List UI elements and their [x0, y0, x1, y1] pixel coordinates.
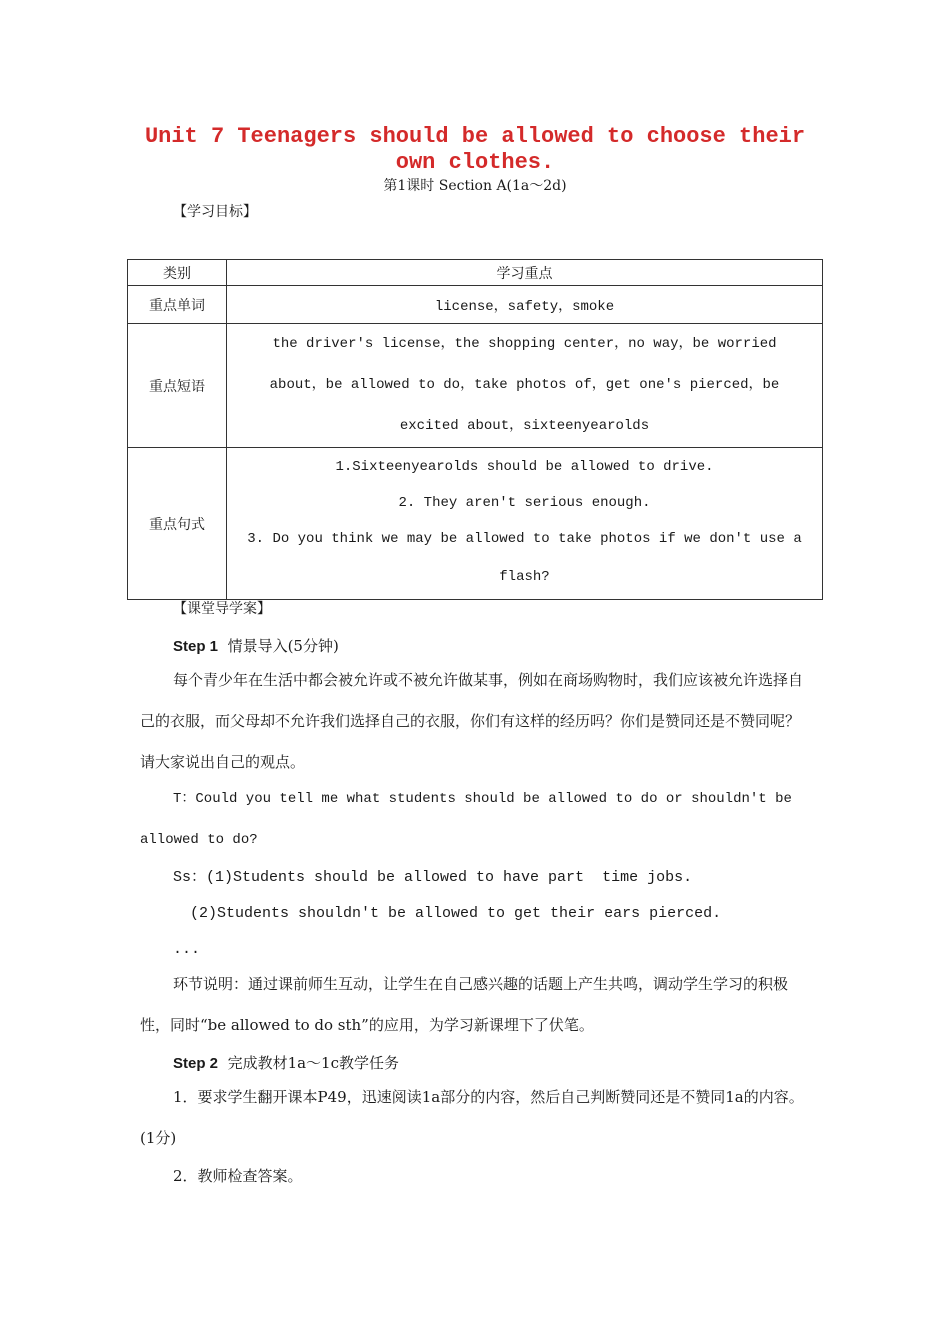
goals-table: [127, 259, 823, 600]
step2-heading: [173, 1054, 399, 1073]
content-line: 1.Sixteenyearolds should be allowed to drive.: [335, 459, 714, 475]
content-line: excited about，sixteenyearolds: [399, 418, 650, 434]
teacher-question: T：Could you tell me what students should be allowed to do or shouldn't be allowed to do?: [140, 791, 792, 848]
content-line: the driver's license，the shopping center，no way，be worried: [272, 336, 777, 352]
step2-item-2: 2．教师检查答案。: [173, 1167, 303, 1185]
content-line: flash?: [499, 569, 550, 585]
step1-heading: [173, 637, 339, 656]
student-answer-1: Ss：(1)Students should be allowed to have part time jobs.: [173, 869, 693, 886]
table-header-row: [128, 260, 823, 286]
col-header-category: 类别: [128, 260, 227, 286]
step1-note: 环节说明：通过课前师生互动，让学生在自己感兴趣的话题上产生共鸣，调动学生学习的积极性，同时“be allowed to do sth”的应用，为学习新课埋下了伏笔。: [140, 975, 789, 1034]
table-row: [128, 324, 823, 448]
goals-heading: 【学习目标】: [173, 204, 257, 220]
step1-title: 情景导入(5分钟): [227, 637, 339, 655]
content-line: 3. Do you think we may be allowed to take photos if we don't use a: [247, 531, 802, 547]
lesson-subtitle: 第1课时 Section A(1a～2d): [383, 178, 567, 194]
row-content: [227, 448, 823, 600]
step1-label: Step 1: [173, 638, 219, 655]
content-line: 2. They aren't serious enough.: [398, 495, 651, 511]
table-row: [128, 448, 823, 600]
content-line: license，safety，smoke: [434, 298, 615, 315]
row-category: 重点短语: [128, 324, 227, 448]
row-category: 重点单词: [128, 286, 227, 324]
row-category: 重点句式: [128, 448, 227, 600]
content-line: about，be allowed to do，take photos of，get one's pierced，be: [269, 377, 780, 393]
guide-heading: 【课堂导学案】: [173, 601, 271, 617]
student-answer-2: (2)Students shouldn't be allowed to get their ears pierced.: [190, 905, 722, 922]
row-content: [227, 324, 823, 448]
step2-label: Step 2: [173, 1055, 219, 1072]
step2-title: 完成教材1a～1c教学任务: [227, 1054, 399, 1072]
ellipsis: ...: [173, 941, 201, 958]
step1-intro: 每个青少年在生活中都会被允许或不被允许做某事，例如在商场购物时，我们应该被允许选择自己的衣服，而父母却不允许我们选择自己的衣服，你们有这样的经历吗？你们是赞同还是不赞同呢？请大家说出自己的观点。: [140, 671, 804, 771]
step2-item-1: 1．要求学生翻开课本P49，迅速阅读1a部分的内容，然后自己判断赞同还是不赞同1a的内容。(1分): [140, 1088, 804, 1147]
table-row: [128, 286, 823, 324]
row-content: [227, 286, 823, 324]
page-title: Unit 7 Teenagers should be allowed to choose their own clothes.: [144, 124, 806, 175]
col-header-focus: 学习重点: [227, 260, 823, 286]
